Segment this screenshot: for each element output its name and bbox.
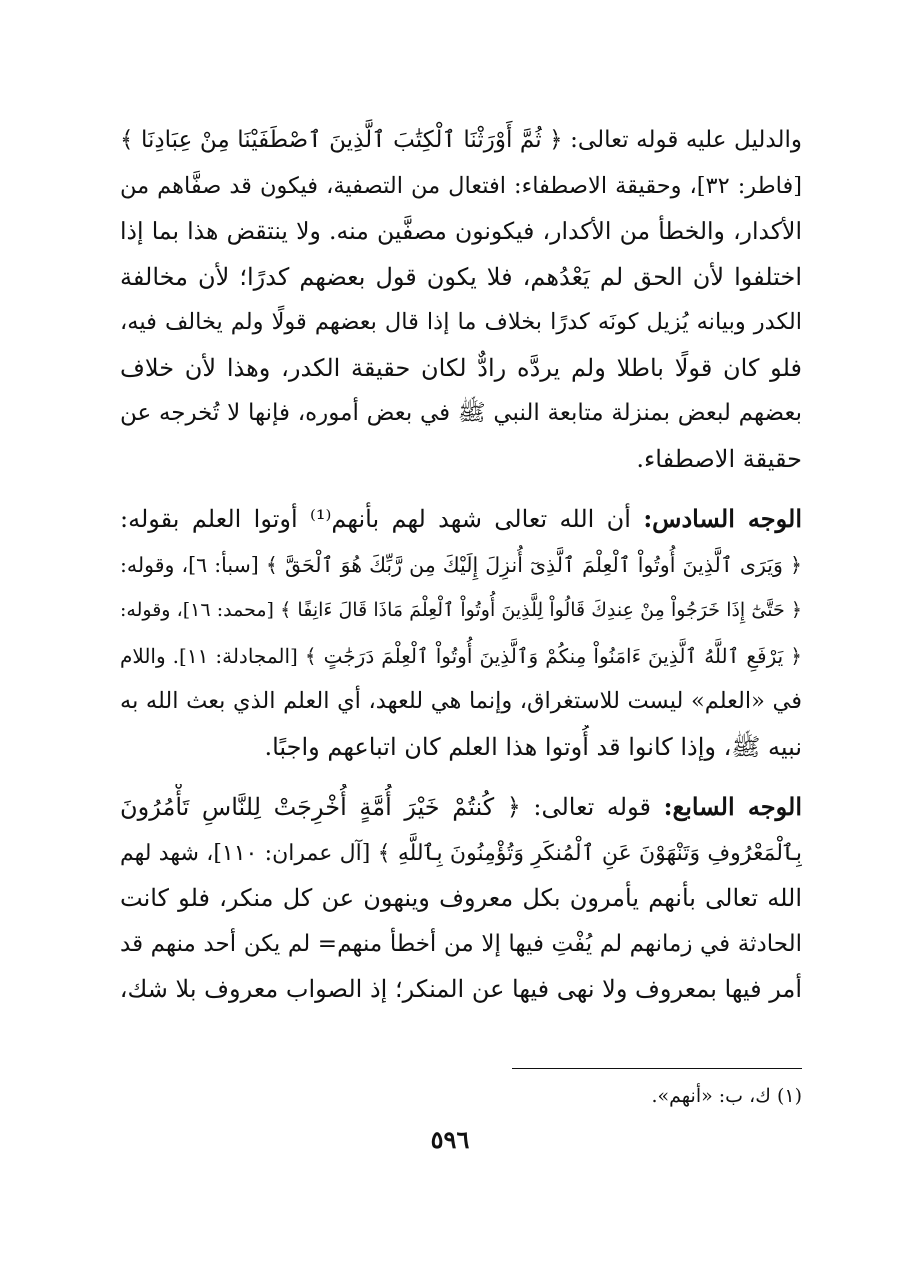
- footnote-divider: [512, 1068, 802, 1069]
- text-line: فلو كان قولًا باطلا ولم يردَّه رادٌّ لكان حقيقة الكدر، وهذا لأن خلاف: [120, 353, 802, 382]
- text-line: ﴿ حَتَّىٰٓ إِذَا خَرَجُواْ مِنْ عِندِكَ قَالُواْ لِلَّذِينَ أُوتُواْ ٱلْعِلْمَ مَاذَا قَالَ ءَانِفًا ﴾ [محمد: ١٦]، وقوله:: [120, 599, 802, 621]
- text-line: بِٱلْمَعْرُوفِ وَتَنْهَوْنَ عَنِ ٱلْمُنكَرِ وَتُؤْمِنُونَ بِٱللَّهِ ﴾ [آل عمران: ١١٠]، شهد لهم: [120, 840, 802, 866]
- text-line: الله تعالى بأنهم يأمرون بكل معروف وينهون عن كل منكر، فلو كانت: [120, 884, 802, 912]
- paragraph-2: [120, 496, 802, 770]
- footnote: (١) ك، ب: «أنهم».: [651, 1085, 802, 1107]
- text-line: قوله تعالى: ﴿ كُنتُمْ خَيْرَ أُمَّةٍ أُخْرِجَتْ لِلنَّاسِ تَأْمُرُونَ: [120, 793, 664, 821]
- text-line: والدليل عليه قوله تعالى: ﴿ ثُمَّ أَوْرَثْنَا ٱلْكِتَٰبَ ٱلَّذِينَ ٱصْطَفَيْنَا مِنْ عِبَادِنَا ﴾: [120, 127, 802, 153]
- page-number: ٥٩٦: [430, 1125, 470, 1154]
- text-line: في «العلم» ليست للاستغراق، وإنما هي للعهد، أي العلم الذي بعث الله به: [120, 688, 802, 714]
- section-heading: الوجه السادس:: [643, 504, 802, 533]
- text-line: نبيه ﷺ، وإذا كانوا قد أُوتوا هذا العلم كان اتباعهم واجبًا.: [264, 732, 802, 761]
- text-line: ﴿ يَرْفَعِ ٱللَّهُ ٱلَّذِينَ ءَامَنُواْ مِنكُمْ وَٱلَّذِينَ أُوتُواْ ٱلْعِلْمَ دَرَجَٰتٍ ﴾ [المجادلة: ١١]. واللام: [120, 643, 802, 668]
- text-line: حقيقة الاصطفاء.: [636, 444, 802, 473]
- section-heading: الوجه السابع:: [663, 792, 802, 821]
- text-line: أمر فيها بمعروف ولا نهى فيها عن المنكر؛ إذ الصواب معروف بلا شك،: [120, 975, 802, 1003]
- text-line: بعضهم لبعض بمنزلة متابعة النبي ﷺ في بعض أموره، فإنها لا تُخرجه عن: [120, 400, 802, 426]
- text-line: اختلفوا لأن الحق لم يَعْدُهم، فلا يكون قول بعضهم كدرًا؛ لأن مخالفة: [120, 262, 802, 291]
- text-line: ﴿ وَيَرَى ٱلَّذِينَ أُوتُواْ ٱلْعِلْمَ ٱلَّذِىٓ أُنزِلَ إِلَيْكَ مِن رَّبِّكَ هُوَ ٱلْحَقَّ ﴾ [سبأ: ٦]، وقوله:: [120, 552, 802, 577]
- text-line: الأكدار، والخطأ من الأكدار، فيكونون مصفَّين منه. ولا ينتقض هذا بما إذا: [120, 217, 802, 245]
- paragraph-1: [120, 118, 802, 482]
- text-line: أن الله تعالى شهد لهم بأنهم⁽¹⁾ أوتوا العلم بقوله:: [120, 505, 644, 533]
- main-text: [120, 118, 802, 1013]
- text-line: الحادثة في زمانهم لم يُفْتِ فيها إلا من أخطأ منهم= لم يكن أحد منهم قد: [120, 930, 802, 957]
- text-line: الكدر وبيانه يُزيل كونَه كدرًا بخلاف ما إذا قال بعضهم قولًا ولم يخالف فيه،: [120, 309, 802, 335]
- text-line: [فاطر: ٣٢]، وحقيقة الاصطفاء: افتعال من التصفية، فيكون قد صفَّاهم من: [120, 172, 802, 199]
- paragraph-3: [120, 784, 802, 1013]
